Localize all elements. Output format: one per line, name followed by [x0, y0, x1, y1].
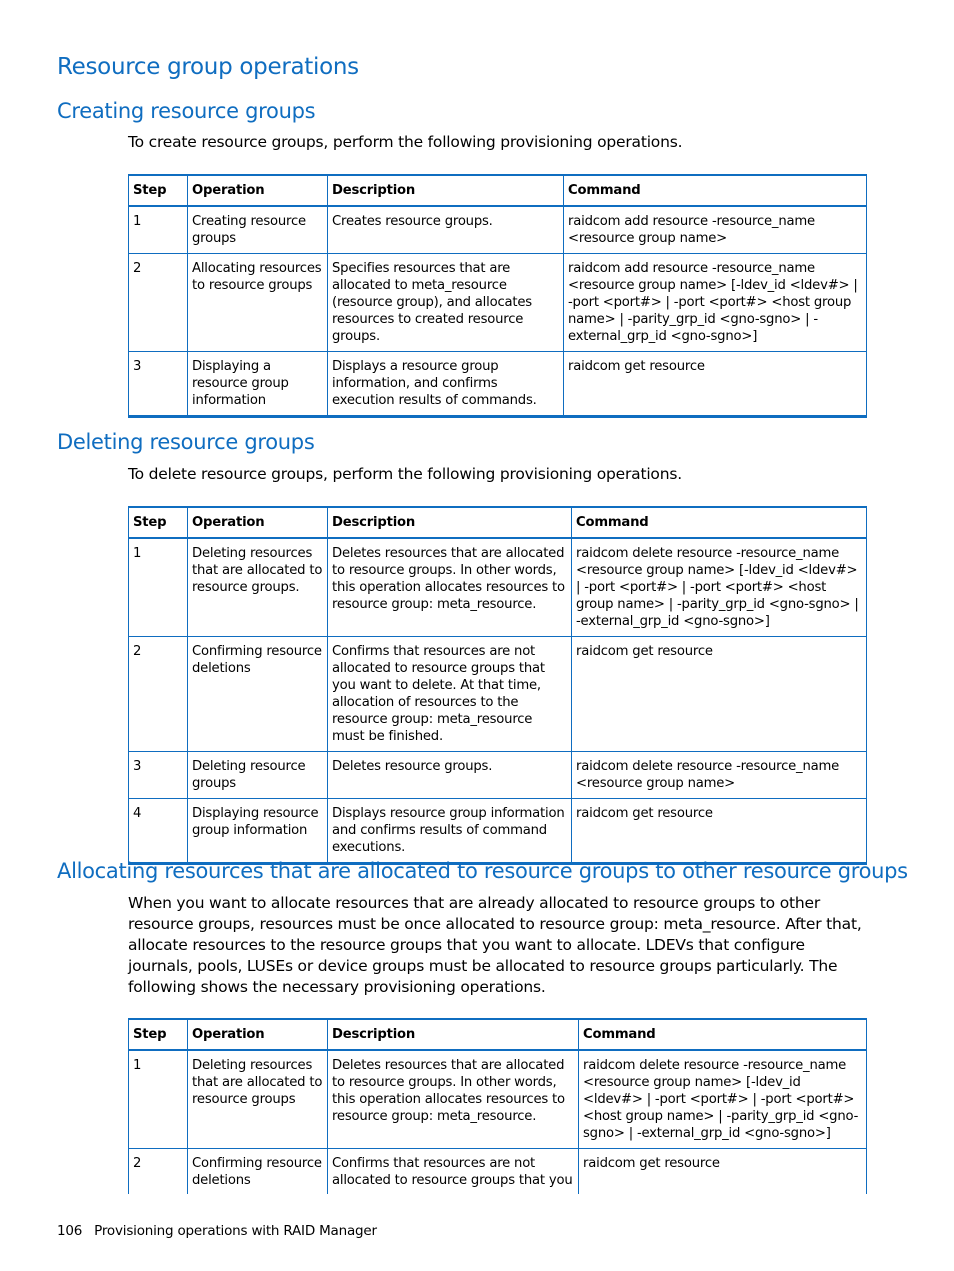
cell-description: Confirms that resources are not allocated to resource groups that you — [328, 1149, 579, 1195]
cell-operation: Allocating resources to resource groups — [188, 254, 328, 352]
allocating-intro: When you want to allocate resources that are already allocated to resource groups to other resource groups, resources must be once allocated to resource group: meta_resource. After that, allocate resources to the resource groups that you want to allocate. LDEVs that configure journals, pools, LUSEs or device groups must be allocated to resource groups particularly. The following shows the necessary provisioning operations. — [128, 894, 862, 996]
column-header-operation: Operation — [188, 1019, 328, 1050]
cell-description: Displays resource group information and confirms results of command executions. — [328, 799, 572, 864]
allocating-heading: Allocating resources that are allocated to resource groups to other resource groups — [57, 859, 908, 883]
table-header-row — [129, 507, 867, 538]
cell-command: raidcom get resource — [572, 637, 867, 752]
column-header-operation: Operation — [188, 507, 328, 538]
cell-description: Displays a resource group information, and confirms execution results of commands. — [328, 352, 564, 417]
page-title: Resource group operations — [57, 54, 359, 80]
creating-table — [128, 174, 867, 418]
cell-step: 2 — [129, 637, 188, 752]
cell-step: 2 — [129, 254, 188, 352]
table-row — [129, 352, 867, 417]
cell-description: Specifies resources that are allocated to meta_resource (resource group), and allocates resources to created resource groups. — [328, 254, 564, 352]
footer-section-title: Provisioning operations with RAID Manager — [94, 1223, 377, 1239]
cell-step: 3 — [129, 352, 188, 417]
cell-operation: Confirming resource deletions — [188, 637, 328, 752]
cell-command: raidcom get resource — [579, 1149, 867, 1195]
column-header-command: Command — [579, 1019, 867, 1050]
deleting-heading: Deleting resource groups — [57, 430, 315, 454]
table-row — [129, 1050, 867, 1149]
table-header-row — [129, 1019, 867, 1050]
cell-step: 3 — [129, 752, 188, 799]
table-header-row — [129, 175, 867, 206]
cell-command: raidcom delete resource -resource_name <resource group name> — [572, 752, 867, 799]
allocating-table — [128, 1018, 867, 1194]
cell-command: raidcom delete resource -resource_name <resource group name> [-ldev_id <ldev#> | -port <port#> | -port <port#> <host group name> | -parity_grp_id <gno-sgno> | -external_grp_id <gno-sgno>] — [572, 538, 867, 637]
table-row — [129, 254, 867, 352]
cell-step: 2 — [129, 1149, 188, 1195]
allocating-table-clip — [0, 1018, 954, 1194]
cell-step: 1 — [129, 206, 188, 254]
column-header-description: Description — [328, 507, 572, 538]
cell-description: Deletes resource groups. — [328, 752, 572, 799]
cell-command: raidcom delete resource -resource_name <resource group name> [-ldev_id <ldev#> | -port <port#> | -port <port#> <host group name> | -parity_grp_id <gno-sgno> | -external_grp_id <gno-sgno>] — [579, 1050, 867, 1149]
column-header-step: Step — [129, 1019, 188, 1050]
cell-description: Confirms that resources are not allocated to resource groups that you want to delete. At that time, allocation of resources to the resource group: meta_resource must be finished. — [328, 637, 572, 752]
table-row — [129, 206, 867, 254]
cell-operation: Deleting resource groups — [188, 752, 328, 799]
creating-heading: Creating resource groups — [57, 99, 316, 123]
cell-command: raidcom add resource -resource_name <resource group name> — [564, 206, 867, 254]
cell-operation: Deleting resources that are allocated to resource groups — [188, 1050, 328, 1149]
table-row — [129, 637, 867, 752]
table-row — [129, 799, 867, 864]
cell-step: 4 — [129, 799, 188, 864]
cell-operation: Confirming resource deletions — [188, 1149, 328, 1195]
column-header-step: Step — [129, 507, 188, 538]
column-header-step: Step — [129, 175, 188, 206]
column-header-operation: Operation — [188, 175, 328, 206]
column-header-command: Command — [564, 175, 867, 206]
creating-intro: To create resource groups, perform the following provisioning operations. — [128, 133, 683, 151]
cell-description: Deletes resources that are allocated to resource groups. In other words, this operation allocates resources to resource group: meta_resource. — [328, 538, 572, 637]
cell-operation: Creating resource groups — [188, 206, 328, 254]
page-number: 106 — [57, 1223, 83, 1239]
table-row — [129, 538, 867, 637]
page-footer — [57, 1223, 377, 1239]
cell-command: raidcom add resource -resource_name <resource group name> [-ldev_id <ldev#> | -port <port#> | -port <port#> <host group name> | -parity_grp_id <gno-sgno> | -external_grp_id <gno-sgno>] — [564, 254, 867, 352]
cell-command: raidcom get resource — [564, 352, 867, 417]
cell-description: Deletes resources that are allocated to resource groups. In other words, this operation allocates resources to resource group: meta_resource. — [328, 1050, 579, 1149]
cell-operation: Displaying resource group information — [188, 799, 328, 864]
cell-operation: Deleting resources that are allocated to resource groups. — [188, 538, 328, 637]
cell-description: Creates resource groups. — [328, 206, 564, 254]
table-row — [129, 752, 867, 799]
cell-command: raidcom get resource — [572, 799, 867, 864]
cell-operation: Displaying a resource group information — [188, 352, 328, 417]
cell-step: 1 — [129, 1050, 188, 1149]
table-row — [129, 1149, 867, 1195]
deleting-table — [128, 506, 867, 865]
column-header-command: Command — [572, 507, 867, 538]
cell-step: 1 — [129, 538, 188, 637]
deleting-intro: To delete resource groups, perform the following provisioning operations. — [128, 465, 682, 483]
column-header-description: Description — [328, 1019, 579, 1050]
column-header-description: Description — [328, 175, 564, 206]
